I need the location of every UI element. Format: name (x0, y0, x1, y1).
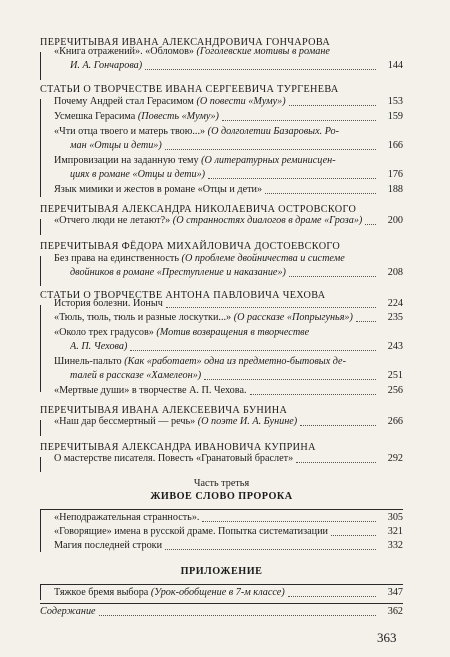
toc-entry: «Говорящие» имена в русской драме. Попытка систематизации 321 (54, 526, 403, 537)
page-number: 176 (387, 169, 403, 180)
toc-entry: «Чти отца твоего и матерь твою...» (О долголетии Базаровых. Ро- (54, 126, 340, 137)
toc-entry: «Неподражательная странность». 305 (54, 512, 403, 523)
toc-entry-cont: ман «Отцы и дети») 166 (70, 140, 403, 151)
toc-entry: Импровизации на заданную тему (О литературных реминисцен- (54, 155, 336, 166)
toc-entry: «Тюль, тюль, тюль и разные лоскутки...» (О рассказе «Попрыгунья») 235 (54, 312, 403, 323)
page-number: 144 (387, 60, 403, 71)
page-number: 153 (387, 96, 403, 107)
appendix-bracket (40, 584, 41, 600)
part-label: Часть третья (193, 478, 250, 489)
section-title: ПЕРЕЧИТЫВАЯ АЛЕКСАНДРА ИВАНОВИЧА КУПРИНА (40, 442, 316, 453)
page-number: 200 (387, 215, 403, 226)
toc-entry: «Книга отражений». «Обломов» (Гоголевские мотивы в романе (54, 46, 330, 57)
section-title: СТАТЬИ О ТВОРЧЕСТВЕ ИВАНА СЕРГЕЕВИЧА ТУРГЕНЕВА (40, 84, 339, 95)
toc-entry: Магия последней строки 332 (54, 540, 403, 551)
part-rule (40, 509, 403, 510)
page-folio: 363 (377, 630, 397, 645)
page-number: 321 (387, 526, 403, 537)
page-number: 224 (387, 298, 403, 309)
toc-entry: «Наш дар бессмертный — речь» (О поэте И. А. Бунине) 266 (54, 416, 403, 427)
page-number: 266 (387, 416, 403, 427)
toc-entry: Шинель-пальто (Как «работает» одна из предметно-бытовых де- (54, 356, 346, 367)
toc-entry-cont: циях в романе «Отцы и дети») 176 (70, 169, 403, 180)
toc-entry: История болезни. Ионыч 224 (54, 298, 403, 309)
toc-entry: «Около трех градусов» (Мотив возвращения в творчестве (54, 327, 310, 338)
appendix-title: ПРИЛОЖЕНИЕ (180, 566, 263, 577)
section-title: ПЕРЕЧИТЫВАЯ ИВАНА АЛЕКСАНДРОВИЧА ГОНЧАРОВА (40, 37, 331, 48)
toc-entry: Усмешка Герасима (Повесть «Муму») 159 (54, 111, 403, 122)
page-number: 188 (387, 184, 403, 195)
page-number: 166 (387, 140, 403, 151)
toc-entry-contents: Содержание 362 (40, 606, 403, 617)
page-number: 292 (387, 453, 403, 464)
toc-entry: Почему Андрей стал Герасимом (О повести «Муму») 153 (54, 96, 403, 107)
section-title: ПЕРЕЧИТЫВАЯ ИВАНА АЛЕКСЕЕВИЧА БУНИНА (40, 405, 288, 416)
toc-entry: Тяжкое бремя выбора (Урок-обобщение в 7-м классе) 347 (54, 587, 403, 598)
toc-entry-cont: А. П. Чехова) 243 (70, 341, 403, 352)
section-bracket (40, 99, 41, 197)
page-number: 305 (387, 512, 403, 523)
appendix-rule (40, 584, 403, 585)
section-bracket (40, 52, 41, 80)
part-title: ЖИВОЕ СЛОВО ПРОРОКА (150, 491, 293, 502)
part-bracket (40, 509, 41, 552)
contents-rule (40, 603, 403, 604)
toc-entry: О мастерстве писателя. Повесть «Гранатовый браслет» 292 (54, 453, 403, 464)
page-number: 362 (387, 606, 403, 617)
section-bracket (40, 305, 41, 392)
page-number: 235 (387, 312, 403, 323)
section-bracket (40, 457, 41, 472)
page-number: 243 (387, 341, 403, 352)
toc-entry: Без права на единственность (О проблеме двойничества и системе (54, 253, 345, 264)
toc-entry-cont: И. А. Гончарова) 144 (70, 60, 403, 71)
section-bracket (40, 256, 41, 286)
section-title: СТАТЬИ О ТВОРЧЕСТВЕ АНТОНА ПАВЛОВИЧА ЧЕХОВА (40, 290, 326, 301)
toc-entry: «Отчего люди не летают?» (О странностях диалогов в драме «Гроза») 200 (54, 215, 403, 226)
page-number: 347 (387, 587, 403, 598)
toc-entry: «Мертвые души» в творчестве А. П. Чехова. 256 (54, 385, 403, 396)
page-number: 251 (387, 370, 403, 381)
section-title: ПЕРЕЧИТЫВАЯ АЛЕКСАНДРА НИКОЛАЕВИЧА ОСТРОВСКОГО (40, 204, 357, 215)
page-number: 159 (387, 111, 403, 122)
section-bracket (40, 420, 41, 436)
section-bracket (40, 219, 41, 235)
toc-entry: Язык мимики и жестов в романе «Отцы и дети» 188 (54, 184, 403, 195)
section-title: ПЕРЕЧИТЫВАЯ ФЁДОРА МИХАЙЛОВИЧА ДОСТОЕВСКОГО (40, 241, 341, 252)
page-number: 256 (387, 385, 403, 396)
toc-entry-cont: талей в рассказе «Хамелеон») 251 (70, 370, 403, 381)
toc-entry-cont: двойников в романе «Преступление и наказание») 208 (70, 267, 403, 278)
page-number: 208 (387, 267, 403, 278)
page-number: 332 (387, 540, 403, 551)
